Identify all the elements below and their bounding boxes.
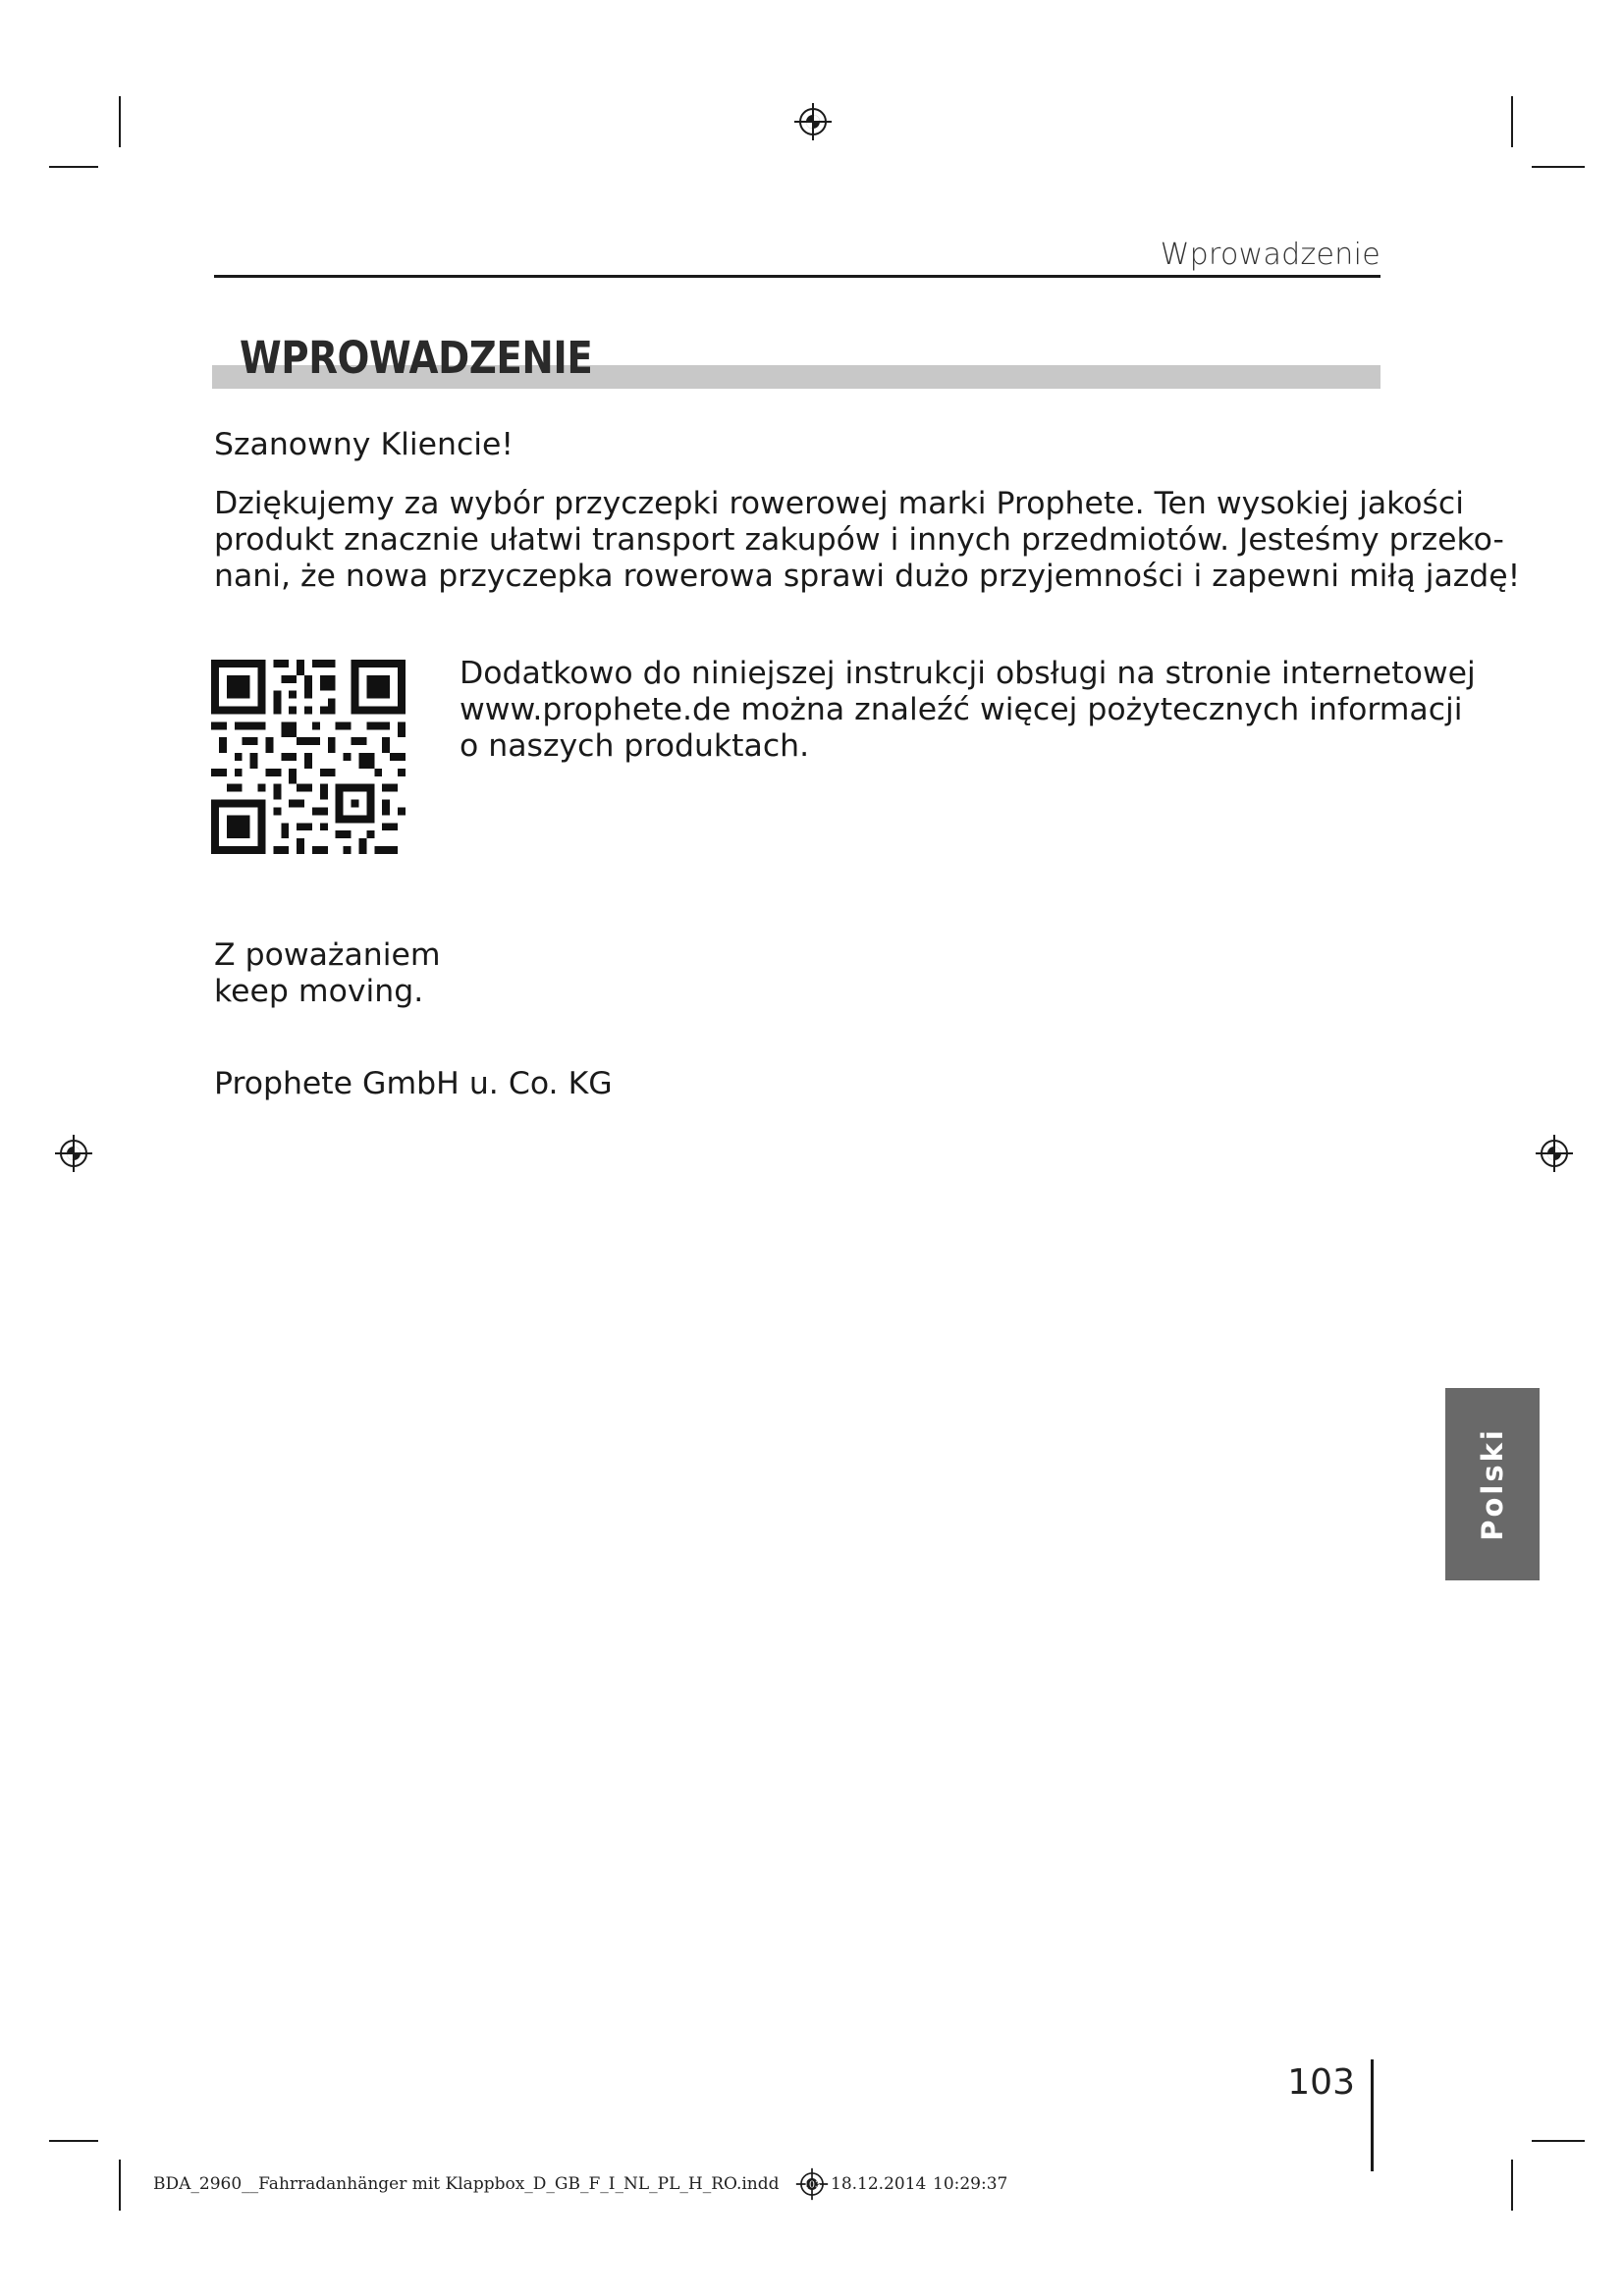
closing-line: keep moving. (214, 974, 424, 1009)
closing-line: Z poważaniem (214, 937, 441, 973)
slug-date: 18.12.2014 (831, 2174, 927, 2194)
qr-code-icon (211, 658, 406, 856)
crop-mark-top-right-horizontal (1532, 166, 1585, 168)
registration-crosshair-icon (54, 1134, 93, 1173)
crop-mark-bottom-left-horizontal (49, 2140, 98, 2142)
crop-mark-top-left-vertical (119, 96, 121, 147)
intro-line: nani, że nowa przyczepka rowerowa sprawi dużo przyjemności i zapewni miłą jazdę! (214, 559, 1521, 594)
intro-line: produkt znacznie ułatwi transport zakupów i innych przedmiotów. Jesteśmy przeko- (214, 522, 1504, 558)
crop-mark-bottom-right-horizontal (1532, 2140, 1585, 2142)
slug-page-number: 103 (803, 2179, 821, 2191)
language-tab-label: Polski (1476, 1427, 1509, 1541)
company-name: Prophete GmbH u. Co. KG (214, 1066, 613, 1101)
website-info-line: o naszych produktach. (460, 728, 810, 764)
language-tab (1445, 1388, 1540, 1580)
header-rule (214, 275, 1380, 278)
website-info-line: Dodatkowo do niniejszej instrukcji obsługi na stronie internetowej (460, 656, 1476, 691)
section-title: WPROWADZENIE (240, 332, 593, 384)
website-info-paragraph (460, 656, 1476, 765)
slug-filename: BDA_2960__Fahrradanhänger mit Klappbox_D_GB_F_I_NL_PL_H_RO.indd (153, 2174, 780, 2194)
crop-mark-top-right-vertical (1511, 96, 1513, 147)
crop-mark-bottom-left-vertical (119, 2160, 121, 2211)
registration-crosshair-icon (793, 102, 833, 141)
slug-time: 10:29:37 (933, 2174, 1008, 2194)
greeting: Szanowny Kliencie! (214, 427, 514, 462)
page-number: 103 (1287, 2062, 1355, 2103)
registration-crosshair-icon (795, 2167, 829, 2201)
running-header: Wprowadzenie (1160, 238, 1380, 272)
crop-mark-top-left-horizontal (49, 166, 98, 168)
crop-mark-bottom-right-vertical (1511, 2160, 1513, 2211)
intro-line: Dziękujemy za wybór przyczepki rowerowej marki Prophete. Ten wysokiej jakości (214, 486, 1464, 521)
page-number-rule (1371, 2059, 1374, 2171)
website-info-line: www.prophete.de można znaleźć więcej pożytecznych informacji (460, 692, 1463, 727)
intro-paragraph (214, 486, 1521, 595)
closing-salutation (214, 937, 803, 1010)
registration-crosshair-icon (1535, 1134, 1574, 1173)
